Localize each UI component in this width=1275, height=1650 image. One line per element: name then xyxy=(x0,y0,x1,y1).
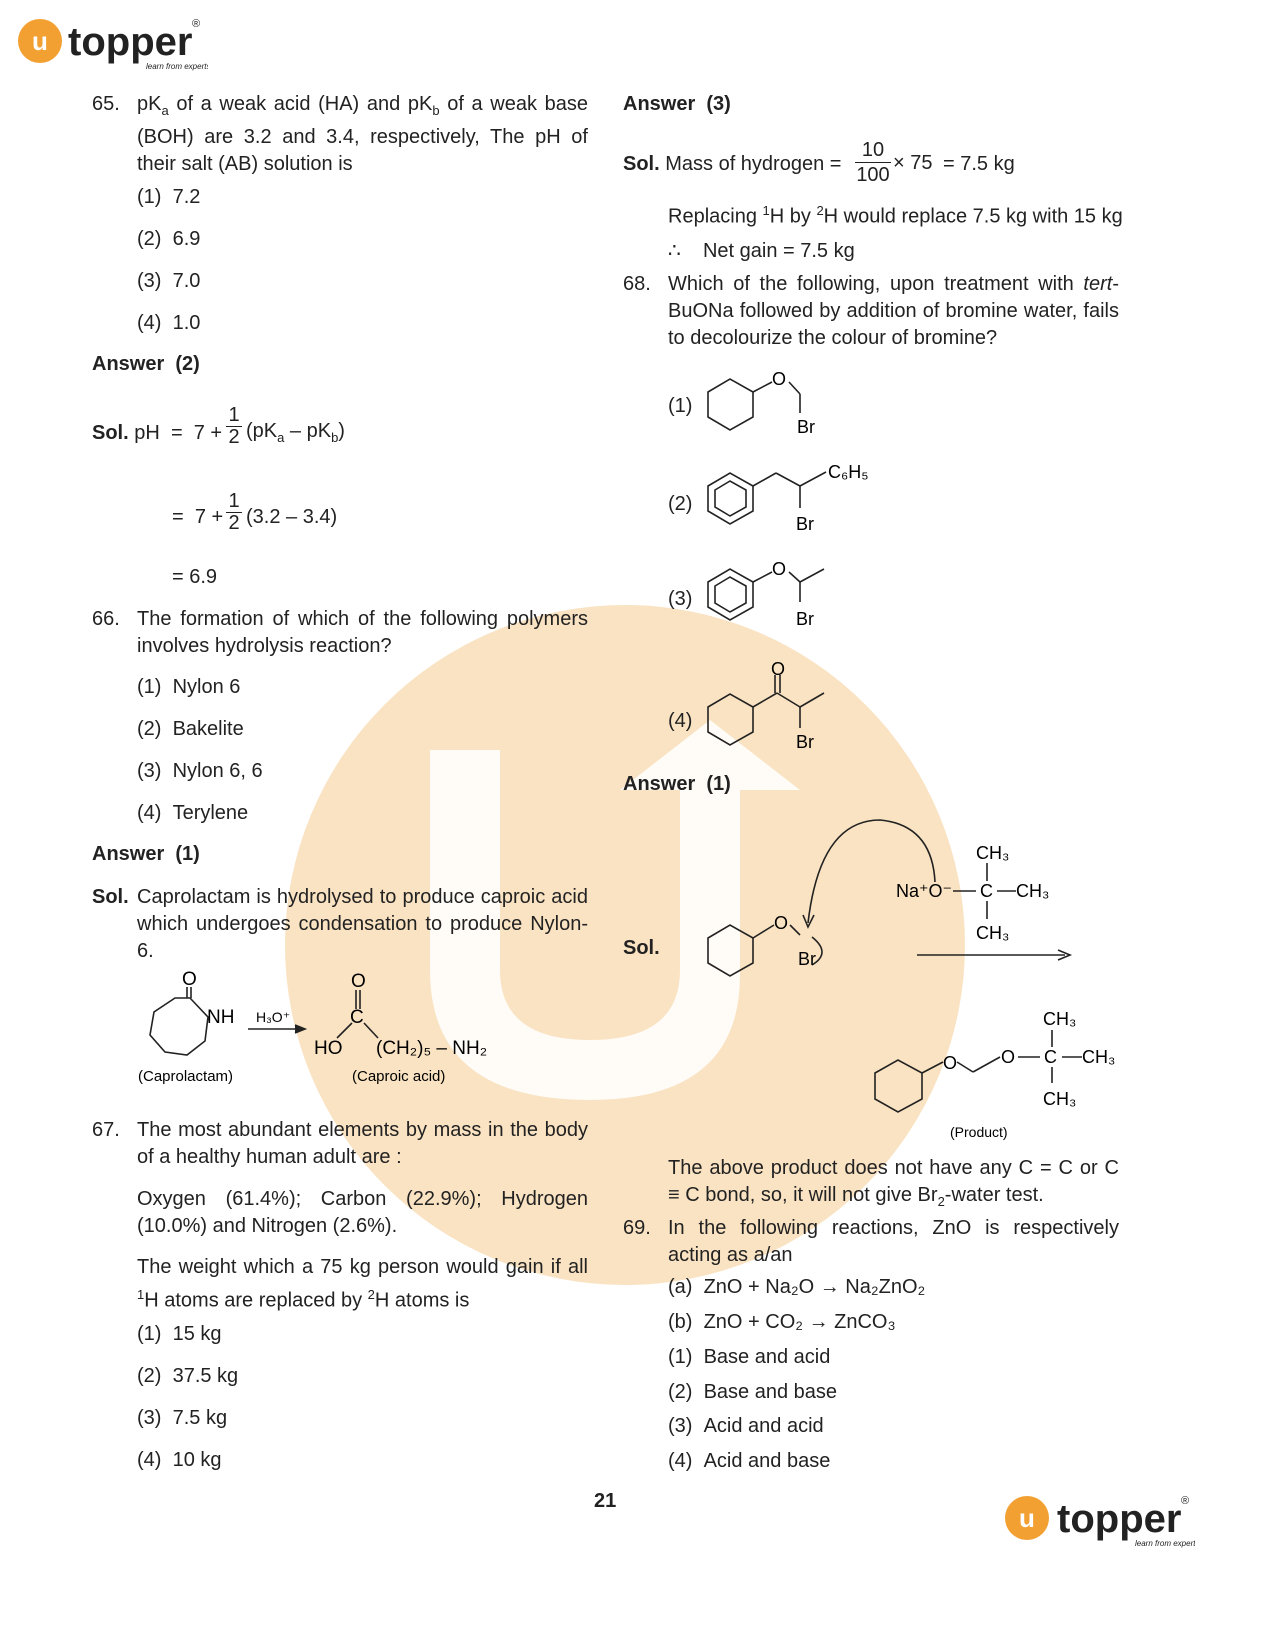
svg-text:CH₃: CH₃ xyxy=(976,843,1010,863)
q65-sol-line2-term: (3.2 – 3.4) xyxy=(246,506,338,528)
question-65: 65. $pK_a$ of a weak acid (HA) and $pK_b$ of a weak base (BOH) are 3.2 and 3.4, respectively, The pH of their salt (AB) solution is xyxy=(92,93,588,175)
svg-text:HO: HO xyxy=(314,1038,343,1059)
svg-text:®: ® xyxy=(1181,1495,1190,1507)
svg-text:C: C xyxy=(1044,1047,1057,1067)
q67-answer: Answer (3) xyxy=(623,93,731,115)
q68-reaction-scheme xyxy=(700,815,1120,1145)
svg-text:(Caproic acid): (Caproic acid) xyxy=(352,1068,446,1085)
svg-text:C₆H₅: C₆H₅ xyxy=(828,462,869,482)
footer-logo xyxy=(1005,1492,1195,1558)
q67-option-1[interactable]: (1) 15 kg xyxy=(137,1323,222,1345)
question-68: 68. Which of the following, upon treatment with tert-BuONa followed by addition of bromine water, fails to decolourize the colour of bromine? xyxy=(623,273,1119,349)
svg-text:Br: Br xyxy=(798,949,816,969)
q69-reaction-b: (b) ZnO + CO₂ → ZnCO₃ xyxy=(668,1311,896,1333)
svg-text:O: O xyxy=(772,369,787,389)
q65-fraction-1: 1 2 xyxy=(226,405,242,448)
svg-text:O: O xyxy=(351,971,366,992)
q67-sol-line2: Replacing $^1$H by $^2$H would replace 7.5 kg with 15 kg xyxy=(668,203,1123,228)
svg-text:u: u xyxy=(32,26,48,56)
svg-text:Br: Br xyxy=(796,514,814,534)
q67-solution: Sol. Mass of hydrogen = xyxy=(623,153,842,175)
q67-fraction: 10 100 xyxy=(856,139,890,186)
q66-option-4[interactable]: (4) Terylene xyxy=(137,802,249,824)
q66-option-3[interactable]: (3) Nylon 6, 6 xyxy=(137,760,263,782)
svg-text:O: O xyxy=(772,559,787,579)
q67-sol-line3: ∴ Net gain = 7.5 kg xyxy=(668,240,855,262)
svg-text:Br: Br xyxy=(796,732,814,752)
svg-text:H₃O⁺: H₃O⁺ xyxy=(256,1009,291,1025)
q65-sol-line2: = 7 + xyxy=(172,506,224,528)
svg-text:u: u xyxy=(1019,1503,1035,1533)
q68-option-2-structure[interactable] xyxy=(700,458,880,538)
q69-option-1[interactable]: (1) Base and acid xyxy=(668,1346,831,1368)
q66-solution: Sol. Caprolactam is hydrolysed to produce caproic acid which undergoes condensation to produce Nylon-6. xyxy=(92,886,588,962)
q65-answer: Answer (2) xyxy=(92,353,200,375)
q68-answer: Answer (1) xyxy=(623,773,731,795)
caprolactam-scheme xyxy=(130,965,510,1090)
q66-option-1[interactable]: (1) Nylon 6 xyxy=(137,676,241,698)
q68-option-4-structure[interactable] xyxy=(700,655,840,755)
svg-text:C: C xyxy=(980,881,993,901)
svg-text:(Product): (Product) xyxy=(950,1124,1008,1140)
svg-text:(CH₂)₅ – NH₂: (CH₂)₅ – NH₂ xyxy=(376,1038,488,1059)
q69-reaction-a: (a) ZnO + Na₂O → Na₂ZnO₂ xyxy=(668,1276,926,1298)
q68-option-4-label[interactable]: (4) xyxy=(668,710,693,732)
page-number: 21 xyxy=(594,1490,617,1512)
q68-option-3-label[interactable]: (3) xyxy=(668,588,693,610)
svg-text:O: O xyxy=(182,969,197,990)
q66-answer: Answer (1) xyxy=(92,843,200,865)
svg-text:Br: Br xyxy=(797,417,815,437)
q68-option-3-structure[interactable] xyxy=(700,555,840,633)
svg-text:Br: Br xyxy=(796,609,814,629)
svg-text:topper: topper xyxy=(1057,1497,1182,1541)
svg-text:CH₃: CH₃ xyxy=(1043,1009,1077,1029)
q65-sol-label: Sol. pH = 7 + xyxy=(92,422,223,444)
q68-option-1-structure[interactable] xyxy=(700,365,830,440)
svg-text:®: ® xyxy=(192,18,201,30)
q67-paragraph-3: The weight which a 75 kg person would gain if all $^1$H atoms are replaced by $^2$H atoms is xyxy=(137,1256,588,1312)
q67-option-2[interactable]: (2) 37.5 kg xyxy=(137,1365,239,1387)
q66-option-2[interactable]: (2) Bakelite xyxy=(137,718,244,740)
q65-option-4[interactable]: (4) 1.0 xyxy=(137,312,201,334)
q65-option-1[interactable]: (1) 7.2 xyxy=(137,186,201,208)
q67-times: × 75 xyxy=(893,152,933,174)
q68-sol-label: Sol. xyxy=(623,937,660,959)
q69-option-4[interactable]: (4) Acid and base xyxy=(668,1450,831,1472)
q69-option-2[interactable]: (2) Base and base xyxy=(668,1381,838,1403)
q65-sol-term: $(pK_a - pK_b)$ xyxy=(246,420,345,445)
q67-result: = 7.5 kg xyxy=(943,153,1015,175)
q69-option-3[interactable]: (3) Acid and acid xyxy=(668,1415,824,1437)
svg-text:CH₃: CH₃ xyxy=(1082,1047,1116,1067)
svg-text:C: C xyxy=(350,1007,364,1028)
svg-text:learn from experts: learn from experts xyxy=(1135,1539,1195,1548)
svg-text:NH: NH xyxy=(207,1007,235,1028)
question-69: 69. In the following reactions, ZnO is respectively acting as a/an xyxy=(623,1217,1119,1266)
svg-text:CH₃: CH₃ xyxy=(1043,1089,1077,1109)
svg-text:O: O xyxy=(771,659,786,679)
svg-text:O: O xyxy=(943,1053,958,1073)
q67-paragraph-2: Oxygen (61.4%); Carbon (22.9%); Hydrogen (10.0%) and Nitrogen (2.6%). xyxy=(137,1188,588,1237)
q67-option-4[interactable]: (4) 10 kg xyxy=(137,1449,222,1471)
q65-option-3[interactable]: (3) 7.0 xyxy=(137,270,201,292)
q68-option-2-label[interactable]: (2) xyxy=(668,493,693,515)
q65-option-2[interactable]: (2) 6.9 xyxy=(137,228,201,250)
svg-text:(Caprolactam): (Caprolactam) xyxy=(138,1068,234,1085)
question-67: 67. The most abundant elements by mass in the body of a healthy human adult are : xyxy=(92,1119,588,1168)
q65-fraction-2: 1 2 xyxy=(226,491,242,534)
svg-text:topper: topper xyxy=(68,20,193,64)
svg-text:learn from experts: learn from experts xyxy=(146,62,208,71)
q65-sol-line3: = 6.9 xyxy=(172,566,218,588)
q67-option-3[interactable]: (3) 7.5 kg xyxy=(137,1407,228,1429)
question-66: 66. The formation of which of the following polymers involves hydrolysis reaction? xyxy=(92,608,588,657)
svg-text:Na⁺O⁻: Na⁺O⁻ xyxy=(896,881,953,901)
header-logo xyxy=(18,15,208,81)
svg-text:CH₃: CH₃ xyxy=(1016,881,1050,901)
q68-conclusion: The above product does not have any C = C or C ≡ C bond, so, it will not give $Br_2$-water test. xyxy=(668,1157,1119,1209)
q68-option-1-label[interactable]: (1) xyxy=(668,395,693,417)
svg-text:O: O xyxy=(1001,1047,1016,1067)
svg-text:CH₃: CH₃ xyxy=(976,923,1010,943)
svg-text:O: O xyxy=(774,913,789,933)
